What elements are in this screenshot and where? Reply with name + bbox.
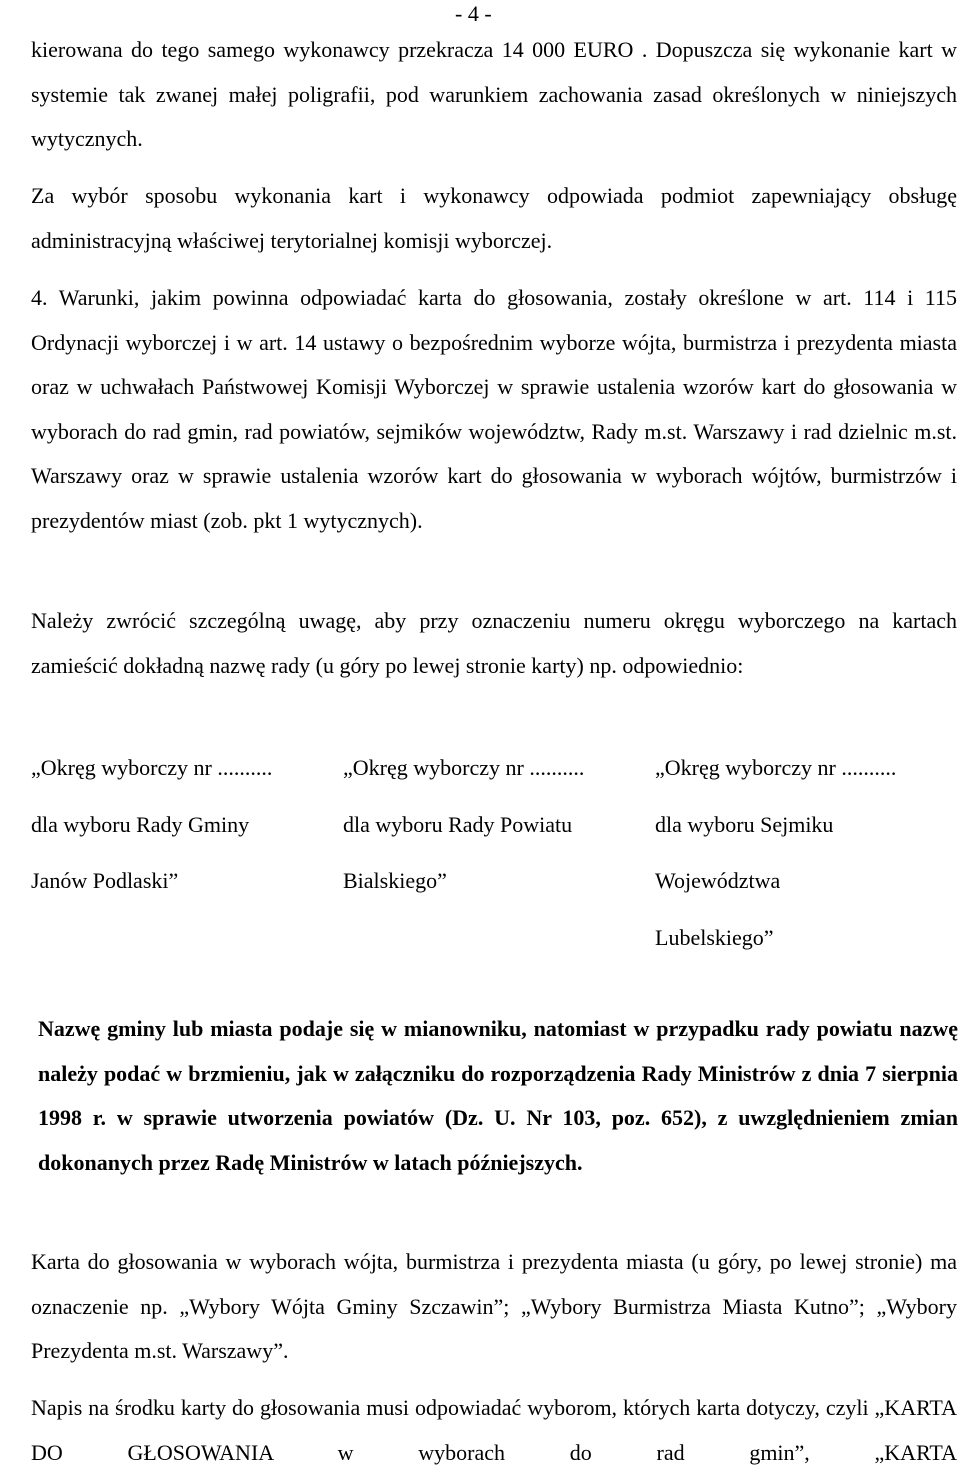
- paragraph-3: 4. Warunki, jakim powinna odpowiadać karta do głosowania, zostały określone w art. 114 i 115 Ordynacji wyborczej i w art. 14 ustawy o bezpośrednim wyborze wójta, burmistrza i prezydenta miasta oraz w uchwałach Państwowej Komisji Wyborczej w sprawie ustalenia wzorów kart do głosowania w wyborach do rad gmin, rad powiatów, sejmików województw, Rady m.st. Warszawy i rad dzielnic m.st. Warszawy oraz w sprawie ustalenia wzorów kart do głosowania w wyborach wójtów, burmistrzów i prezydentów miast (zob. pkt 1 wytycznych).: [31, 285, 957, 533]
- example-sejmik-line-3: Województwa: [655, 868, 781, 893]
- paragraph-6: Karta do głosowania w wyborach wójta, burmistrza i prezydenta miasta (u góry, po lewej stronie) ma oznaczenie np. „Wybory Wójta Gminy Szczawin”; „Wybory Burmistrza Miasta Kutno”; „Wybory Prezydenta m.st. Warszawy”.: [31, 1249, 957, 1363]
- paragraph-7: Napis na środku karty do głosowania musi odpowiadać wyborom, których karta dotyczy, czyli „KARTA DO GŁOSOWANIA w wyborach do rad gmin”, „KARTA: [31, 1395, 957, 1465]
- example-powiat-line-2: dla wyboru Rady Powiatu: [343, 812, 573, 837]
- example-gmina-line-2: dla wyboru Rady Gminy: [31, 812, 250, 837]
- example-sejmik-line-4: Lubelskiego”: [655, 925, 774, 950]
- example-sejmik-line-1: „Okręg wyborczy nr ..........: [655, 755, 897, 780]
- paragraph-2: Za wybór sposobu wykonania kart i wykonawcy odpowiada podmiot zapewniający obsługę administracyjną właściwej terytorialnej komisji wyborczej.: [31, 183, 957, 253]
- page-number: - 4 -: [455, 1, 492, 26]
- bold-paragraph: Nazwę gminy lub miasta podaje się w mianowniku, natomiast w przypadku rady powiatu nazwę należy podać w brzmieniu, jak w załączniku do rozporządzenia Rady Ministrów z dnia 7 sierpnia 1998 r. w sprawie utworzenia powiatów (Dz. U. Nr 103, poz. 652), z uwzględnieniem zmian dokonanych przez Radę Ministrów w latach późniejszych.: [38, 1016, 958, 1175]
- example-powiat-line-1: „Okręg wyborczy nr ..........: [343, 755, 585, 780]
- example-gmina-line-3: Janów Podlaski”: [31, 868, 179, 893]
- example-powiat-line-3: Bialskiego”: [343, 868, 447, 893]
- example-sejmik-line-2: dla wyboru Sejmiku: [655, 812, 834, 837]
- paragraph-1: kierowana do tego samego wykonawcy przekracza 14 000 EURO . Dopuszcza się wykonanie kart w systemie tak zwanej małej poligrafii, pod warunkiem zachowania zasad określonych w niniejszych wytycznych.: [31, 37, 957, 151]
- paragraph-4: Należy zwrócić szczególną uwagę, aby przy oznaczeniu numeru okręgu wyborczego na kartach zamieścić dokładną nazwę rady (u góry po lewej stronie karty) np. odpowiednio:: [31, 608, 957, 678]
- example-gmina-line-1: „Okręg wyborczy nr ..........: [31, 755, 273, 780]
